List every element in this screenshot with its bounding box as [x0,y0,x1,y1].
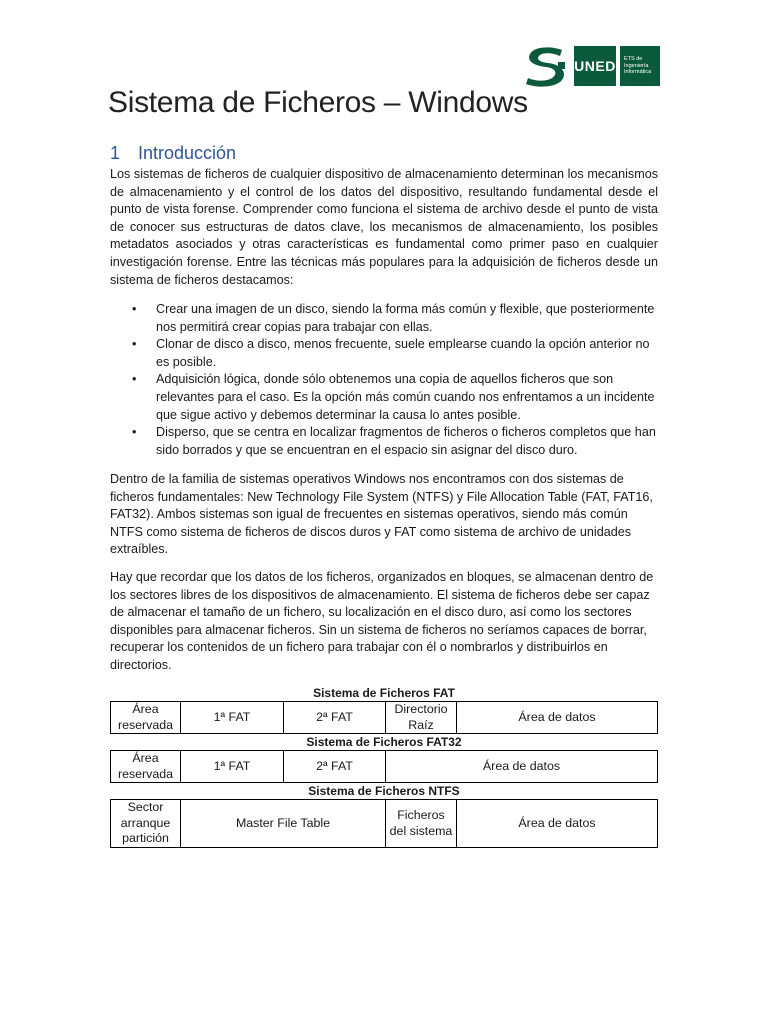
bullet-icon: • [132,372,137,387]
ntfs-table-caption: Sistema de Ficheros NTFS [308,784,460,798]
table-cell: Master File Table [181,800,386,848]
table-cell: Área de datos [386,751,658,783]
list-item [110,424,658,459]
table-row [111,702,658,734]
ets-logo [620,46,660,86]
data-storage-paragraph [110,569,658,675]
filesystem-tables [110,685,658,848]
uned-logo-text: UNED [574,58,616,74]
section-number: 1 [110,143,121,163]
paragraph-text: Hay que recordar que los datos de los ficheros, organizados en bloques, se almacenan dentro de los sectores libres de los dispositivos de almacenamiento. El sistema de ficheros debe ser capaz de almacenar el tamaño de un fichero, su localización en el disco duro, así como los sectores disponibles para almacenar ficheros. Sin un sistema de ficheros no seríamos capaces de borrar, recuperar los contenidos de un fichero para trabajar con él o nombrarlos y distribuirlos en directorios. [110,570,654,672]
list-item-text: Adquisición lógica, donde sólo obtenemos una copia de aquellos ficheros que son relevantes para el caso. Es la opción más común cuando nos enfrentamos a un incidente que sigue activo y debemos determinar la causa lo antes posible. [156,372,655,422]
table-row [111,800,658,848]
list-item [110,301,658,336]
paragraph-text: Los sistemas de ficheros de cualquier dispositivo de almacenamiento determinan los mecanismos de almacenamiento y el control de los datos del dispositivo, resultando fundamental desde el punto de vista forense. Comprender como funciona el sistema de archivo desde el punto de vista de conocer sus estructuras de datos clave, los mecanismos de almacenamiento, los posibles metadatos asociados y otras características es fundamental como primer paso en cualquier investigación forense. Entre las técnicas más populares para la adquisición de ficheros desde un sistema de ficheros destacamos: [110,167,658,287]
table-cell: 1ª FAT [181,751,284,783]
ntfs-table [110,799,658,848]
fat-table-caption: Sistema de Ficheros FAT [313,686,455,700]
ets-logo-line-3: Informática [624,69,652,76]
page-title: Sistema de Ficheros – Windows [108,86,528,119]
table-row [111,751,658,783]
table-cell: Directorio Raíz [386,702,457,734]
table-cell: Área de datos [457,702,658,734]
list-item [110,371,658,424]
list-item [110,336,658,371]
acquisition-techniques-list [110,301,658,459]
table-cell: 2ª FAT [284,702,386,734]
windows-filesystems-paragraph [110,471,658,559]
table-cell: 1ª FAT [181,702,284,734]
header-logos [522,44,660,88]
ets-logo-line-1: ETS de [624,56,643,63]
uned-logo [574,46,616,86]
fat-table [110,701,658,734]
table-cell: Ficheros del sistema [386,800,457,848]
list-item-text: Clonar de disco a disco, menos frecuente, suele emplearse cuando la opción anterior no es posible. [156,337,650,369]
fat32-table [110,750,658,783]
bullet-icon: • [132,337,137,352]
section-title: Introducción [138,143,237,163]
fat32-table-caption: Sistema de Ficheros FAT32 [306,735,462,749]
ets-logo-line-2: Ingeniería [624,62,649,69]
intro-paragraph [110,166,658,289]
table-cell: Área reservada [111,702,181,734]
table-cell: Área reservada [111,751,181,783]
paragraph-text: Dentro de la familia de sistemas operativos Windows nos encontramos con dos sistemas de ficheros fundamentales: New Technology File System (NTFS) y File Allocation Table (FAT, FAT16, FAT32). Ambos sistemas son igual de frecuentes en sistemas operativos, siendo más común NTFS como sistema de ficheros de discos duros y FAT como sistema de archivo de unidades extraíbles. [110,472,653,557]
list-item-text: Crear una imagen de un disco, siendo la forma más común y flexible, que posteriormente nos permitirá crear copias para trabajar con ellas. [156,302,655,334]
bullet-icon: • [132,425,137,440]
bullet-icon: • [132,302,137,316]
table-cell: 2ª FAT [284,751,386,783]
section-heading [110,143,236,164]
table-cell: Área de datos [457,800,658,848]
ets-s-logo-icon [522,44,570,88]
table-cell: Sector arranque partición [111,800,181,848]
list-item-text: Disperso, que se centra en localizar fragmentos de ficheros o ficheros completos que han sido borrados y que se encuentran en el espacio sin asignar del disco duro. [156,425,656,457]
